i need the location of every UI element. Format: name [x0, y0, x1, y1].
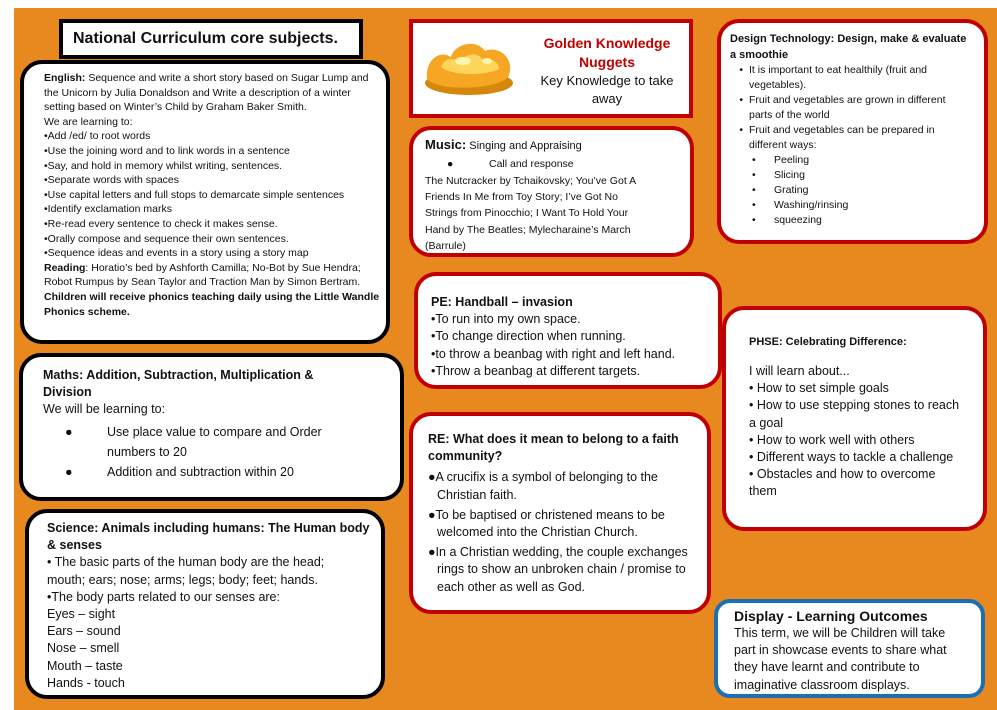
- phse-line: • How to work well with others: [749, 432, 915, 447]
- english-bullet: •Add /ed/ to root words: [44, 130, 151, 143]
- music-line: (Barrule): [425, 239, 466, 252]
- pe-bullet: •To run into my own space.: [431, 312, 581, 327]
- science-line: mouth; ears; nose; arms; legs; body; feet; hands.: [47, 572, 318, 587]
- re-item-cont: Christian faith.: [437, 487, 517, 502]
- music-bullet: ● Call and response: [447, 158, 574, 170]
- music-line: Hand by The Beatles; Mylecharaine’s March: [425, 223, 631, 236]
- english-reading: Reading: Horatio’s bed by Ashforth Camilla; No-Bot by Sue Hendra;: [44, 261, 361, 274]
- phse-intro: I will learn about...: [749, 364, 850, 378]
- science-line: •The body parts related to our senses are:: [47, 589, 280, 604]
- english-phonics-2: Phonics scheme.: [44, 305, 130, 318]
- dt-sub-bullet: • Washing/rinsing: [752, 199, 849, 211]
- pe-bullet: •To change direction when running.: [431, 329, 626, 344]
- golden-nuggets-box: [409, 19, 693, 118]
- golden-subtitle: Key Knowledge to take: [540, 73, 674, 88]
- dt-bullet: • It is important to eat healthily (fruit and: [739, 64, 928, 76]
- re-item-cont: each other as well as God.: [437, 579, 585, 594]
- display-box: [714, 599, 985, 698]
- maths-learning: We will be learning to:: [43, 402, 166, 417]
- phse-box: [722, 306, 987, 531]
- science-line: Eyes – sight: [47, 607, 116, 622]
- english-bullet: •Identify exclamation marks: [44, 203, 172, 216]
- re-item: ●To be baptised or christened means to be: [428, 507, 665, 522]
- science-line: Mouth – taste: [47, 658, 123, 673]
- english-bullet: •Use capital letters and full stops to demarcate simple sentences: [44, 188, 345, 201]
- english-intro: English: Sequence and write a short story based on Sugar Lump and: [44, 72, 369, 84]
- dt-box: [717, 19, 988, 244]
- science-line: Hands - touch: [47, 675, 125, 690]
- music-heading: Music:: [425, 137, 467, 152]
- phse-line: • How to use stepping stones to reach: [749, 398, 960, 413]
- music-box: [409, 126, 694, 257]
- display-line: imaginative classroom displays.: [734, 677, 910, 692]
- display-line: part in showcase events to share what: [734, 643, 947, 658]
- english-bullet: •Re-read every sentence to check it makes sense.: [44, 217, 278, 230]
- english-bullet: •Say, and hold in memory whilst writing, sentences.: [44, 159, 283, 172]
- pe-bullet: •Throw a beanbag at different targets.: [431, 363, 641, 378]
- english-bullet: •Use the joining word and to link words in a sentence: [44, 144, 290, 157]
- english-bullet: •Separate words with spaces: [44, 174, 179, 187]
- pe-bullet: •to throw a beanbag with right and left hand.: [431, 346, 676, 361]
- english-bullet: •Sequence ideas and events in a story using a story map: [44, 247, 309, 260]
- dt-sub-bullet: • Grating: [752, 184, 809, 196]
- phse-line: a goal: [749, 415, 784, 430]
- golden-title: Golden Knowledge: [543, 35, 671, 51]
- maths-heading: Maths: Addition, Subtraction, Multiplication &: [43, 368, 314, 382]
- english-phonics: Children will receive phonics teaching daily using the Little Wandle: [44, 290, 380, 303]
- english-box: [20, 60, 390, 344]
- golden-title-2: Nuggets: [579, 54, 635, 70]
- phse-line: • Different ways to tackle a challenge: [749, 450, 954, 465]
- golden-subtitle-2: away: [591, 91, 623, 106]
- pe-heading: PE: Handball – invasion: [431, 295, 573, 309]
- english-heading: English:: [44, 72, 86, 84]
- display-line: they have learnt and contribute to: [734, 660, 920, 675]
- maths-bullet: ● Use place value to compare and Order: [65, 424, 322, 439]
- phse-line: them: [749, 484, 777, 499]
- dt-heading: Design Technology: Design, make & evaluate: [730, 33, 967, 45]
- english-intro-3: setting based on Winter’s Child by Graham Baker Smith.: [44, 101, 307, 114]
- gold-nugget-icon: [419, 31, 519, 101]
- re-item-cont: welcomed into the Christian Church.: [437, 525, 638, 540]
- re-item: ●A crucifix is a symbol of belonging to the: [428, 470, 658, 485]
- re-heading: RE: What does it mean to belong to a faith: [428, 432, 679, 446]
- display-line: This term, we will be Children will take: [734, 626, 946, 640]
- maths-bullet-cont: numbers to 20: [107, 444, 187, 459]
- maths-heading-2: Division: [43, 385, 92, 400]
- title-box: [59, 19, 363, 59]
- dt-bullet-cont: vegetables).: [749, 79, 807, 91]
- dt-sub-bullet: • squeezing: [752, 214, 822, 226]
- science-heading-2: & senses: [47, 538, 102, 553]
- pe-box: [414, 272, 722, 389]
- phse-heading: PHSE: Celebrating Difference:: [749, 336, 907, 348]
- dt-bullet: • Fruit and vegetables are grown in different: [739, 94, 946, 106]
- phse-line: • How to set simple goals: [749, 381, 889, 396]
- page-title: National Curriculum core subjects.: [73, 30, 338, 47]
- english-reading-2: Robot Rumpus by Sean Taylor and Traction Man by Simon Bertram.: [44, 276, 361, 289]
- english-intro-2: the Unicorn by Julia Donaldson and Write a description of a winter: [44, 86, 351, 99]
- music-heading-line: Music: Singing and Appraising: [425, 137, 582, 152]
- re-box: [409, 412, 711, 614]
- re-heading-2: community?: [428, 449, 503, 464]
- science-line: Nose – smell: [47, 641, 120, 656]
- music-line: Strings from Pinocchio; I Want To Hold Your: [425, 207, 629, 220]
- maths-bullet: ● Addition and subtraction within 20: [65, 464, 294, 479]
- music-line: The Nutcracker by Tchaikovsky; You’ve Got A: [425, 175, 637, 187]
- dt-sub-bullet: • Slicing: [752, 169, 805, 181]
- science-box: [25, 509, 385, 699]
- maths-box: [19, 353, 404, 501]
- phse-line: • Obstacles and how to overcome: [749, 467, 936, 482]
- english-learning: We are learning to:: [44, 115, 133, 128]
- dt-bullet-cont: parts of the world: [749, 109, 830, 121]
- display-heading: Display - Learning Outcomes: [734, 608, 928, 624]
- science-line: • The basic parts of the human body are the head;: [47, 555, 325, 570]
- dt-bullet-cont: different ways:: [749, 139, 817, 151]
- dt-bullet: • Fruit and vegetables can be prepared in: [739, 124, 935, 136]
- english-bullet: •Orally compose and sequence their own sentences.: [44, 232, 289, 245]
- dt-heading-2: a smoothie: [730, 48, 789, 61]
- dt-sub-bullet: • Peeling: [752, 154, 810, 166]
- music-line: Friends In Me from Toy Story; I’ve Got No: [425, 191, 618, 204]
- science-line: Ears – sound: [47, 624, 121, 639]
- science-heading: Science: Animals including humans: The Human body: [47, 521, 370, 535]
- re-item-cont: rings to show an unbroken chain / promise to: [437, 562, 686, 577]
- re-item: ●In a Christian wedding, the couple exchanges: [428, 545, 688, 560]
